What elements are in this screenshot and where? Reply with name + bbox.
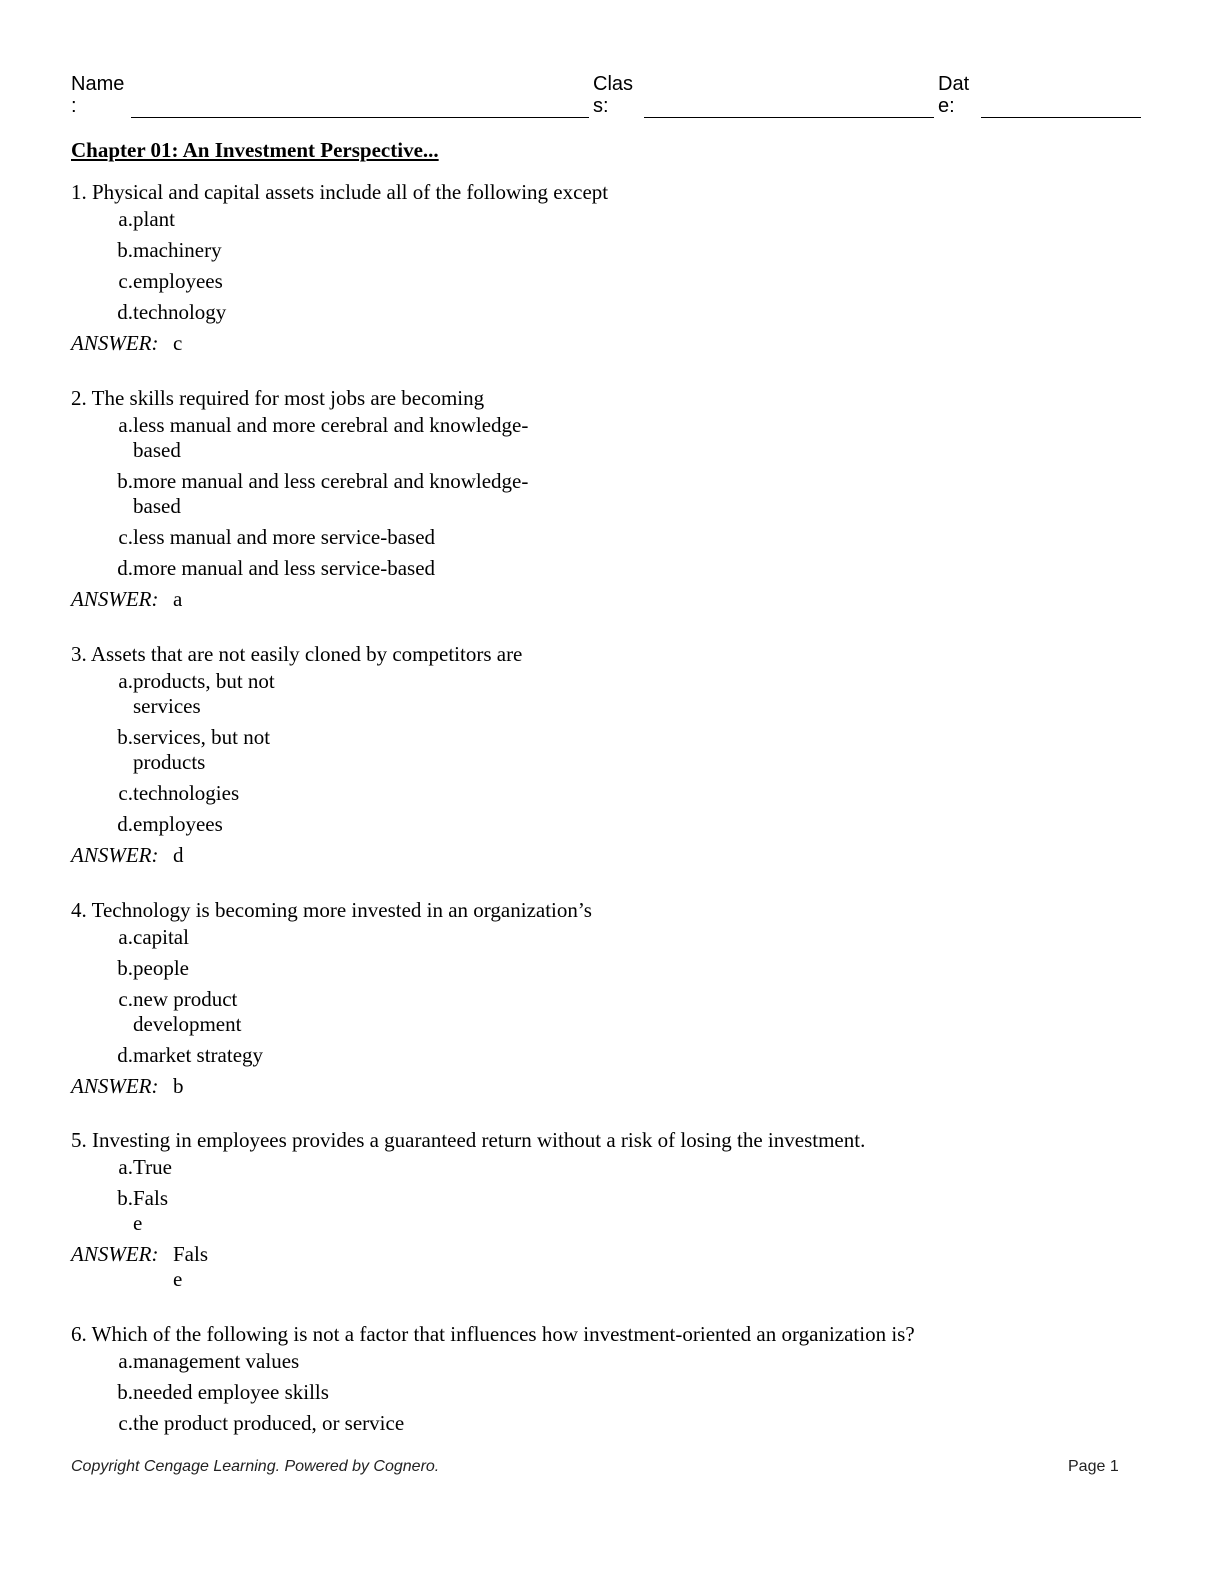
answer-value: c [173, 331, 183, 355]
choice-letter: a. [118, 413, 133, 437]
choice-text: Fals e [133, 1186, 169, 1235]
choice-b [71, 1186, 865, 1236]
choice-b [71, 956, 592, 981]
choice-letter: d. [117, 300, 133, 324]
question-stem: 1. Physical and capital assets include all of the following except [71, 180, 609, 204]
choice-text: capital [133, 925, 189, 949]
choice-c [71, 781, 522, 806]
answer-value: a [173, 587, 183, 611]
question-2 [71, 386, 528, 612]
choice-letter: a. [118, 1349, 133, 1373]
choice-letter: b. [117, 1380, 133, 1404]
choice-d [71, 556, 528, 581]
choice-text: less manual and more service-based [133, 525, 436, 549]
name-field[interactable] [131, 117, 589, 118]
answer-label: ANSWER: [71, 331, 159, 355]
choice-d [71, 300, 608, 325]
choice-text: employees [133, 269, 223, 293]
choice-letter: b. [117, 1186, 133, 1210]
choice-letter: b. [117, 725, 133, 749]
choice-a [71, 207, 608, 232]
choice-a [71, 1349, 915, 1374]
answer-value: b [173, 1074, 184, 1098]
choice-list [71, 1155, 865, 1236]
choice-text: market strategy [133, 1043, 264, 1067]
question-stem: 3. Assets that are not easily cloned by competitors are [71, 642, 523, 666]
choice-letter: d. [117, 812, 133, 836]
choice-a [71, 1155, 865, 1180]
choice-a [71, 925, 592, 950]
class-label: Clas s: [593, 73, 634, 117]
choice-text: True [133, 1155, 172, 1179]
choice-text: services, but not products [133, 725, 271, 774]
choice-a [71, 413, 528, 463]
choice-list [71, 1349, 915, 1436]
choice-letter: c. [118, 1411, 133, 1435]
choice-c [71, 1411, 915, 1436]
answer-label: ANSWER: [71, 1074, 159, 1098]
answer-row [71, 1242, 865, 1292]
choice-letter: c. [118, 525, 133, 549]
choice-letter: a. [118, 669, 133, 693]
answer-row [71, 331, 608, 356]
choice-text: more manual and less cerebral and knowledge- based [133, 469, 529, 518]
choice-d [71, 1043, 592, 1068]
choice-text: technology [133, 300, 227, 324]
question-stem: 2. The skills required for most jobs are becoming [71, 386, 485, 410]
name-label: Name : [71, 73, 125, 117]
answer-label: ANSWER: [71, 1242, 159, 1266]
choice-list [71, 669, 522, 837]
choice-text: the product produced, or service [133, 1411, 405, 1435]
answer-row [71, 843, 522, 868]
choice-text: products, but not services [133, 669, 275, 718]
choice-text: new product development [133, 987, 242, 1036]
choice-letter: b. [117, 469, 133, 493]
choice-b [71, 238, 608, 263]
choice-letter: c. [118, 269, 133, 293]
question-4 [71, 898, 592, 1099]
choice-text: people [133, 956, 189, 980]
choice-text: less manual and more cerebral and knowledge- based [133, 413, 529, 462]
answer-row [71, 587, 528, 612]
choice-d [71, 812, 522, 837]
question-3 [71, 642, 522, 868]
choice-text: technologies [133, 781, 240, 805]
date-field[interactable] [981, 117, 1141, 118]
choice-letter: c. [118, 987, 133, 1011]
choice-letter: b. [117, 956, 133, 980]
choice-b [71, 1380, 915, 1405]
chapter-title: Chapter 01: An Investment Perspective... [71, 138, 439, 162]
choice-text: needed employee skills [133, 1380, 329, 1404]
question-stem: 4. Technology is becoming more invested in an organization’s [71, 898, 592, 922]
choice-letter: d. [117, 556, 133, 580]
answer-row [71, 1074, 592, 1099]
choice-text: management values [133, 1349, 300, 1373]
choice-letter: a. [118, 925, 133, 949]
question-5 [71, 1128, 865, 1292]
choice-b [71, 725, 522, 775]
date-label: Dat e: [938, 73, 970, 117]
choice-c [71, 987, 592, 1037]
choice-c [71, 269, 608, 294]
answer-label: ANSWER: [71, 843, 159, 867]
footer-copyright: Copyright Cengage Learning. Powered by Cognero. [71, 1458, 440, 1475]
choice-text: machinery [133, 238, 222, 262]
answer-value: d [173, 843, 184, 867]
page-number: Page 1 [1068, 1458, 1119, 1475]
choice-text: employees [133, 812, 223, 836]
question-6 [71, 1322, 915, 1442]
choice-list [71, 413, 528, 581]
choice-letter: b. [117, 238, 133, 262]
choice-c [71, 525, 528, 550]
answer-label: ANSWER: [71, 587, 159, 611]
class-field[interactable] [644, 117, 934, 118]
choice-list [71, 925, 592, 1068]
choice-letter: c. [118, 781, 133, 805]
question-1 [71, 180, 608, 356]
choice-text: more manual and less service-based [133, 556, 436, 580]
choice-b [71, 469, 528, 519]
question-stem: 6. Which of the following is not a factor that influences how investment-oriented an organization is? [71, 1322, 915, 1346]
choice-list [71, 207, 608, 325]
choice-letter: a. [118, 207, 133, 231]
choice-letter: a. [118, 1155, 133, 1179]
choice-a [71, 669, 522, 719]
choice-text: plant [133, 207, 175, 231]
question-stem: 5. Investing in employees provides a guaranteed return without a risk of losing the investment. [71, 1128, 866, 1152]
choice-letter: d. [117, 1043, 133, 1067]
answer-value: Fals e [173, 1242, 209, 1291]
